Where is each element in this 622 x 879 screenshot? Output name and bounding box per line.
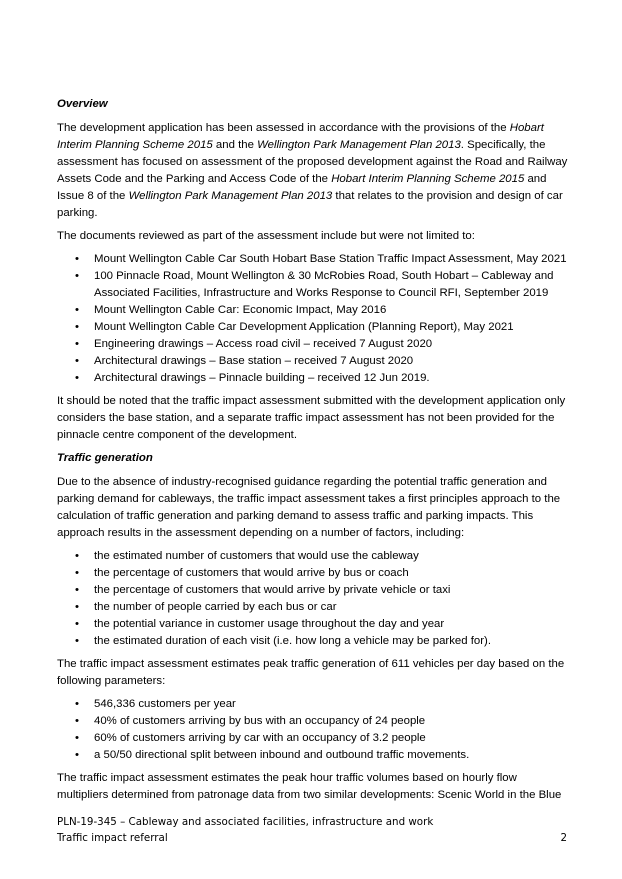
traffic-paragraph-3: The traffic impact assessment estimates the peak hour traffic volumes based on hourly flow multipliers determined from patronage data from two similar developments: Scenic World in the Blue (57, 772, 562, 801)
section-heading-traffic-generation: Traffic generation (57, 452, 153, 464)
list-item: • the percentage of customers that would arrive by bus or coach (57, 565, 571, 582)
factors-list (57, 548, 571, 650)
list-item: • Mount Wellington Cable Car Development Application (Planning Report), May 2021 (57, 319, 571, 336)
list-item: • Engineering drawings – Access road civil – received 7 August 2020 (57, 336, 571, 353)
section-heading-overview: Overview (57, 98, 108, 110)
text-segment: . Specifically, the assessment has focused on assessment of the proposed development against the Road and Railway Assets Code and the Parking and Access Code of the (57, 139, 568, 185)
italic-citation: Hobart Interim Planning Scheme 2015 (57, 122, 544, 151)
list-item: • Mount Wellington Cable Car South Hobart Base Station Traffic Impact Assessment, May 2021 (57, 251, 571, 268)
list-item: • a 50/50 directional split between inbound and outbound traffic movements. (57, 747, 571, 764)
list-item: • Mount Wellington Cable Car: Economic Impact, May 2016 (57, 302, 571, 319)
footer-reference: PLN-19-345 – Cableway and associated facilities, infrastructure and work (57, 816, 434, 828)
overview-paragraph-1 (57, 120, 571, 222)
text-segment: that relates to the provision and design of car parking. (57, 190, 563, 219)
page-number: 2 (560, 832, 567, 844)
parameters-list (57, 696, 571, 764)
traffic-paragraph-2: The traffic impact assessment estimates peak traffic generation of 611 vehicles per day based on the following parameters: (57, 658, 565, 687)
list-item: • 40% of customers arriving by bus with an occupancy of 24 people (57, 713, 571, 730)
italic-citation: Wellington Park Management Plan 2013 (257, 139, 461, 151)
traffic-paragraph-1: Due to the absence of industry-recognised guidance regarding the potential traffic generation and parking demand for cableways, the traffic impact assessment takes a first principles approach to the calculation of traffic generation and parking demand to assess traffic and parking impacts. This approach results in the assessment depending on a number of factors, including: (57, 476, 561, 539)
documents-reviewed-list (57, 251, 571, 387)
list-item: • the estimated number of customers that would use the cableway (57, 548, 571, 565)
page-footer (57, 814, 567, 846)
list-item: • Architectural drawings – Base station – received 7 August 2020 (57, 353, 571, 370)
list-item: • Architectural drawings – Pinnacle building – received 12 Jun 2019. (57, 370, 571, 387)
overview-paragraph-3: It should be noted that the traffic impact assessment submitted with the development application only considers the base station, and a separate traffic impact assessment has not been provided for the pinnacle centre component of the development. (57, 395, 566, 441)
list-item: • the number of people carried by each bus or car (57, 599, 571, 616)
overview-paragraph-2: The documents reviewed as part of the assessment include but were not limited to: (57, 230, 475, 242)
page-body (57, 96, 571, 810)
list-item: • the estimated duration of each visit (i.e. how long a vehicle may be parked for). (57, 633, 571, 650)
italic-citation: Hobart Interim Planning Scheme 2015 (331, 173, 525, 185)
text-segment: and Issue 8 of the (57, 173, 547, 202)
list-item: • the potential variance in customer usage throughout the day and year (57, 616, 571, 633)
footer-title: Traffic impact referral (57, 832, 168, 844)
list-item: • 100 Pinnacle Road, Mount Wellington & 30 McRobies Road, South Hobart – Cableway and Associated Facilities, Infrastructure and Works Response to Council RFI, September 2019 (57, 268, 571, 302)
text-segment: The development application has been assessed in accordance with the provisions of the (57, 122, 510, 134)
list-item: • 546,336 customers per year (57, 696, 571, 713)
list-item: • 60% of customers arriving by car with an occupancy of 3.2 people (57, 730, 571, 747)
list-item: • the percentage of customers that would arrive by private vehicle or taxi (57, 582, 571, 599)
text-segment: and the (212, 139, 258, 151)
italic-citation: Wellington Park Management Plan 2013 (128, 190, 333, 202)
